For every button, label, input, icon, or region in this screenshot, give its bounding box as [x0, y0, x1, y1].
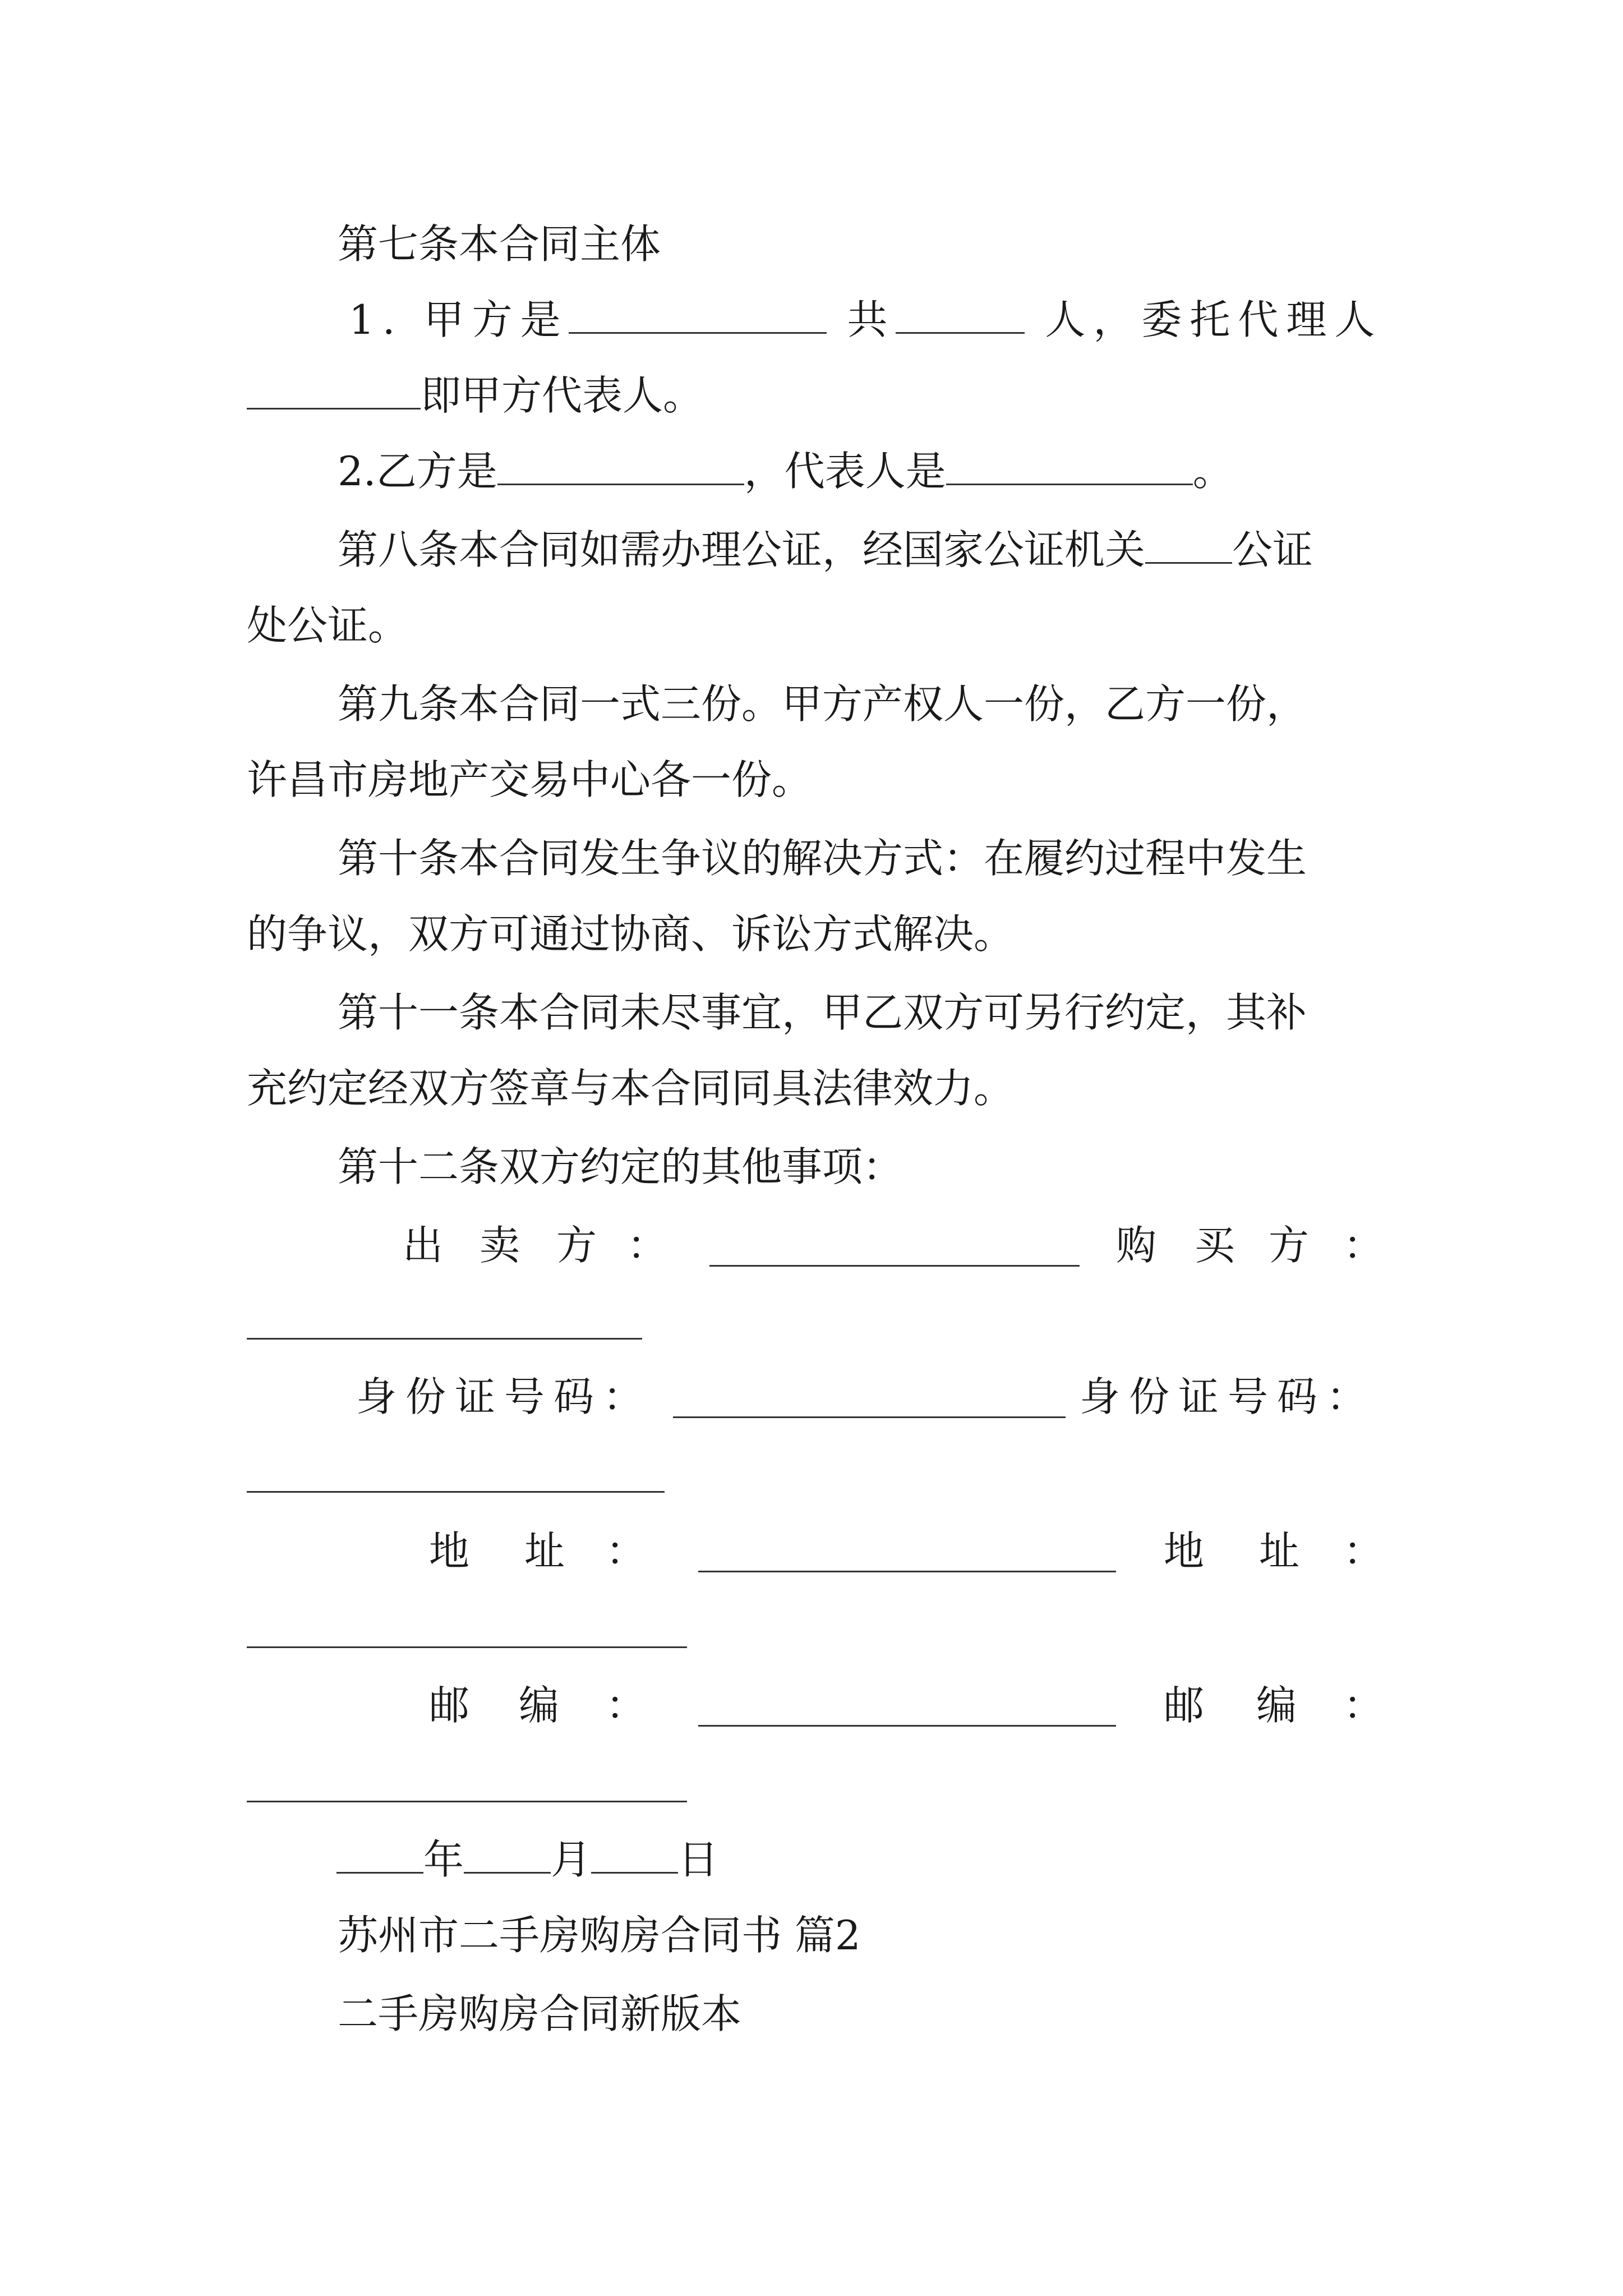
buyer-postcode-label: [0, 1677, 1623, 1733]
buyer-blank[interactable]: [247, 1338, 642, 1340]
year-label: 年: [423, 1836, 464, 1883]
seller-char: 方: [556, 1222, 597, 1269]
article9-line1: 第九条本合同一式三份。甲方产权人一份，乙方一份，: [338, 680, 1307, 728]
party-b-rep-label: ，代表人是: [744, 448, 946, 495]
buyer-char: 买: [1195, 1222, 1235, 1269]
section-heading: 苏州市二手房购房合同书 篇2: [338, 1912, 861, 1959]
article10-line1: 第十条本合同发生争议的解决方式：在履约过程中发生: [338, 835, 1307, 882]
postcode-char: 邮: [1164, 1682, 1205, 1729]
party-a-blank[interactable]: [569, 293, 827, 334]
article9-line2: 许昌市房地产交易中心各一份。: [247, 756, 813, 803]
postcode-char: 邮: [429, 1682, 470, 1729]
article11-line1: 第十一条本合同未尽事宜，甲乙双方可另行约定，其补: [338, 989, 1307, 1036]
buyer-char: 方: [1269, 1222, 1310, 1269]
party-b-blank[interactable]: [497, 444, 744, 485]
address-char: 地: [429, 1527, 470, 1575]
seller-char: 卖: [479, 1222, 520, 1269]
representative-label: 即甲方代表人。: [421, 372, 704, 419]
agent-blank[interactable]: [247, 369, 421, 409]
month-blank[interactable]: [464, 1833, 551, 1874]
article8-line1: [338, 522, 1313, 578]
date-line: [336, 1832, 718, 1888]
article8-line2: 处公证。: [247, 602, 409, 649]
section-subheading: 二手房购房合同新版本: [338, 1990, 742, 2037]
day-blank[interactable]: [591, 1833, 678, 1874]
article12-title: 第十二条双方约定的其他事项：: [338, 1143, 903, 1190]
notary-label: 公证: [1232, 526, 1313, 573]
count-label: 共: [847, 296, 896, 343]
buyer-label: [0, 1217, 1623, 1273]
address-char: ：: [606, 1527, 647, 1575]
address-char: 址: [1259, 1527, 1300, 1575]
year-blank[interactable]: [336, 1833, 423, 1874]
agent-label: 人，委托代理人: [1045, 296, 1383, 343]
party-b-rep-blank[interactable]: [946, 444, 1193, 485]
buyer-address-blank[interactable]: [247, 1646, 687, 1648]
address-char: 址: [524, 1527, 565, 1575]
item-number: 2.: [338, 448, 376, 495]
day-label: 日: [678, 1836, 719, 1883]
party-b-label: 乙方是: [376, 448, 497, 495]
buyer-address-label: [0, 1523, 1623, 1579]
article10-line2: 的争议，双方可通过协商、诉讼方式解决。: [247, 910, 1015, 958]
postcode-char: ：: [606, 1682, 647, 1729]
notary-blank[interactable]: [1145, 523, 1232, 564]
item-number: 1.: [349, 296, 403, 343]
postcode-char: 编: [1256, 1682, 1297, 1729]
party-a-label: 甲方是: [423, 296, 569, 343]
seller-char: 出: [403, 1222, 444, 1269]
postcode-char: ：: [1343, 1682, 1384, 1729]
article7-agent-line: [247, 367, 703, 424]
buyer-id-label: 身份证号码：: [1080, 1373, 1376, 1420]
address-char: ：: [1343, 1527, 1384, 1575]
address-char: 地: [1164, 1527, 1205, 1575]
period: 。: [1192, 448, 1233, 495]
article7-party-b-line: [338, 443, 1233, 499]
seller-char: ：: [627, 1222, 668, 1269]
article8-text: 第八条本合同如需办理公证，经国家公证机关: [338, 526, 1146, 573]
month-label: 月: [551, 1836, 592, 1883]
article7-title: 第七条本合同主体: [338, 220, 661, 268]
buyer-id-blank[interactable]: [247, 1491, 665, 1493]
article7-party-a-line: [349, 292, 1382, 348]
buyer-char: ：: [1343, 1222, 1384, 1269]
buyer-postcode-blank[interactable]: [247, 1801, 687, 1802]
seller-id-label: 身份证号码：: [356, 1373, 653, 1420]
buyer-char: 购: [1116, 1222, 1157, 1269]
seller-id-blank[interactable]: [673, 1416, 1066, 1418]
postcode-char: 编: [519, 1682, 560, 1729]
article11-line2: 充约定经双方签章与本合同同具法律效力。: [247, 1065, 1015, 1112]
count-blank[interactable]: [896, 293, 1025, 334]
